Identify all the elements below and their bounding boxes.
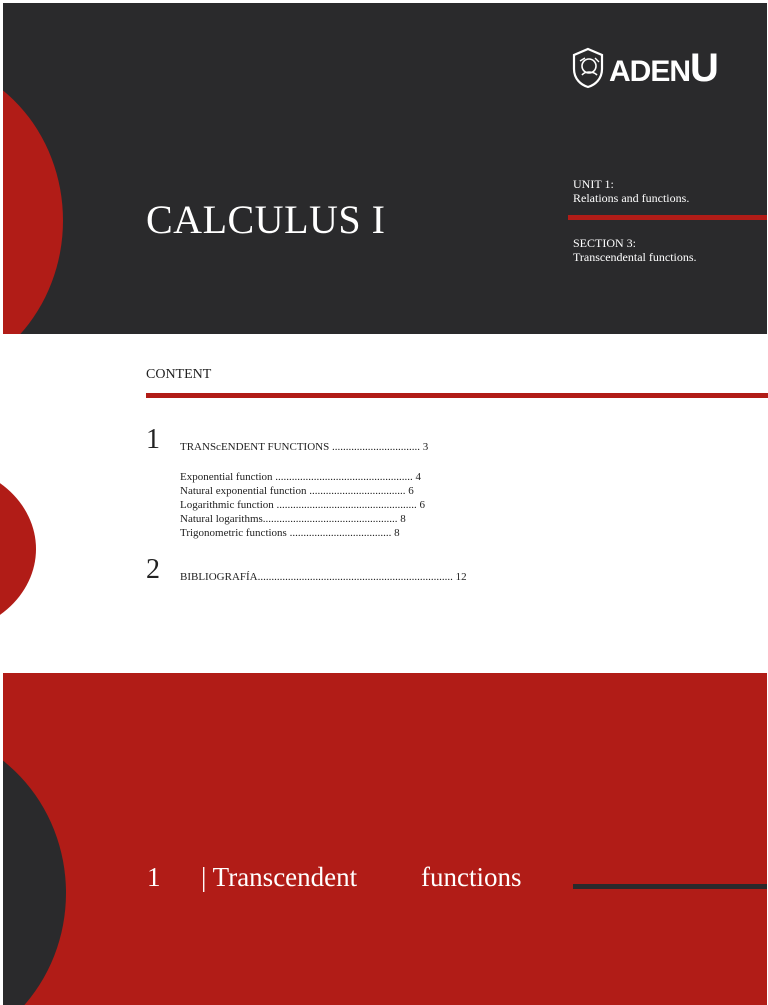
unit-name: Relations and functions.	[573, 191, 690, 205]
logo-wordmark: ADENU	[609, 45, 718, 90]
shield-logo-icon	[571, 47, 605, 89]
decorative-red-circle	[0, 464, 36, 634]
divider-line	[573, 884, 767, 889]
toc-item[interactable]: Natural logarithms................................................. 8	[180, 513, 406, 525]
section-title-part-2: functions	[421, 862, 522, 892]
section-number: 1	[147, 862, 161, 892]
contents-slide	[0, 334, 768, 674]
section-title-part-1: | Transcendent	[201, 862, 358, 892]
unit-label: UNIT 1:	[573, 177, 614, 191]
toc-subsection-list	[180, 470, 425, 540]
toc-section-title[interactable]: BIBLIOGRAFÍA....................................................................... 12	[180, 571, 467, 583]
section-label: SECTION 3:	[573, 236, 636, 250]
contents-rule	[146, 393, 768, 398]
cover-slide	[3, 3, 767, 334]
toc-section-number: 1	[146, 424, 160, 455]
toc-item[interactable]: Natural exponential function ................................... 6	[180, 485, 414, 497]
divider-line	[568, 215, 767, 220]
decorative-red-circle	[3, 58, 63, 334]
unit-info	[573, 177, 689, 205]
section-name: Transcendental functions.	[573, 250, 697, 264]
toc-section-number: 2	[146, 554, 160, 585]
toc-item[interactable]: Trigonometric functions ..................................... 8	[180, 527, 400, 539]
decorative-dark-circle	[3, 728, 66, 1005]
course-title: CALCULUS I	[146, 197, 386, 242]
toc-section-title[interactable]: TRANScENDENT FUNCTIONS ................................ 3	[180, 441, 429, 453]
toc-item[interactable]: Logarithmic function ................................................... 6	[180, 499, 426, 511]
aden-logo	[571, 44, 718, 92]
section-info	[573, 236, 697, 264]
toc-item[interactable]: Exponential function .................................................. 4	[180, 471, 422, 483]
contents-heading: CONTENT	[146, 367, 212, 382]
section-slide	[3, 673, 767, 1005]
